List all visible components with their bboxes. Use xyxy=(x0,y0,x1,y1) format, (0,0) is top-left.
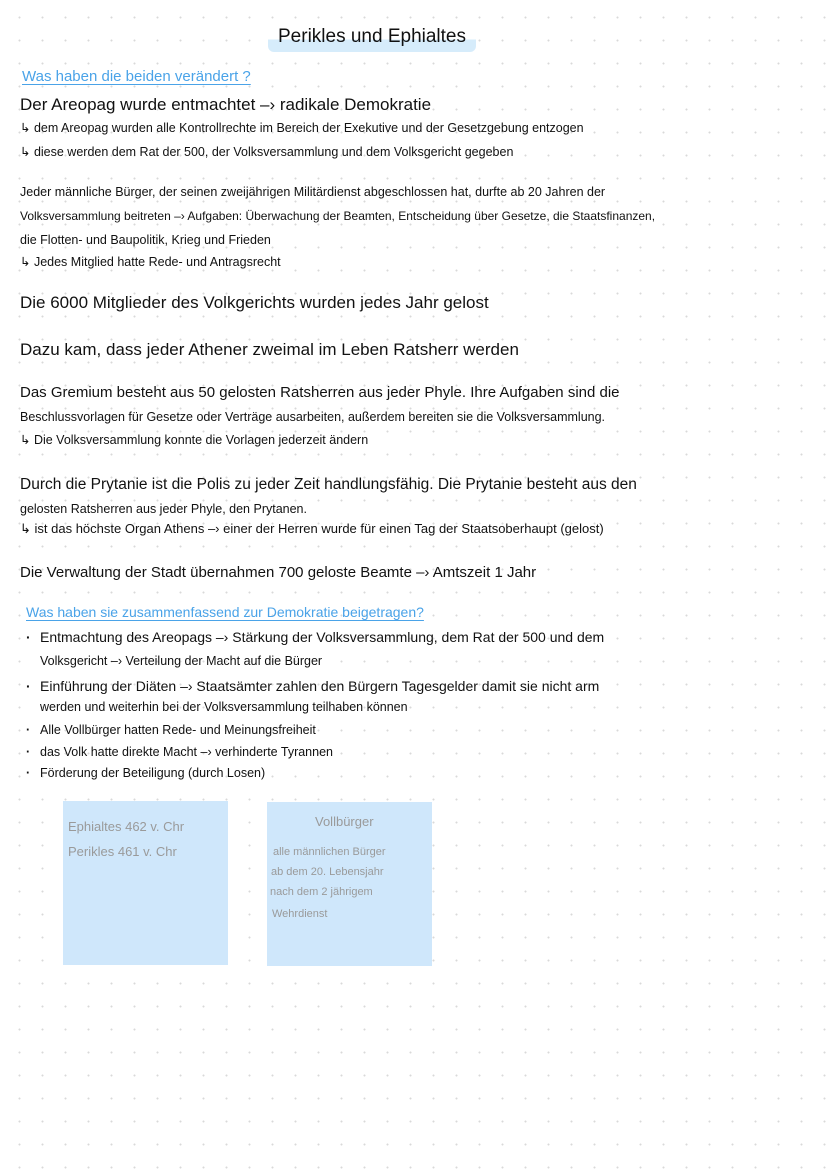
note-line: nach dem 2 jährigem xyxy=(270,886,373,898)
page-title: Perikles und Ephialtes xyxy=(268,24,476,52)
text-line: ↳ Jedes Mitglied hatte Rede- und Antragsrecht xyxy=(20,255,281,269)
text-line: Das Gremium besteht aus 50 gelosten Ratsherren aus jeder Phyle. Ihre Aufgaben sind die xyxy=(20,384,620,401)
text-line: Die Verwaltung der Stadt übernahmen 700 geloste Beamte –› Amtszeit 1 Jahr xyxy=(20,564,537,581)
note-line: ab dem 20. Lebensjahr xyxy=(271,866,384,878)
note-line: Perikles 461 v. Chr xyxy=(68,844,177,859)
sticky-note-dates xyxy=(63,801,228,965)
section-heading-changes: Was haben die beiden verändert ? xyxy=(22,68,251,85)
bullet-item-continued: werden und weiterhin bei der Volksversammlung teilhaben können xyxy=(40,700,408,714)
note-line: Wehrdienst xyxy=(272,908,328,920)
note-title: Vollbürger xyxy=(315,814,374,829)
text-line: Der Areopag wurde entmachtet –› radikale Demokratie xyxy=(20,95,432,114)
bullet-item: · Alle Vollbürger hatten Rede- und Meinungsfreiheit xyxy=(40,724,316,737)
text-line: ↳ ist das höchste Organ Athens –› einer der Herren wurde für einen Tag der Staatsoberhaupt (gelost) xyxy=(20,521,604,536)
bullet-item-continued: Volksgericht –› Verteilung der Macht auf die Bürger xyxy=(40,654,323,668)
text-line: Jeder männliche Bürger, der seinen zweijährigen Militärdienst abgeschlossen hat, durfte ab 20 Jahren der xyxy=(20,185,606,199)
note-line: alle männlichen Bürger xyxy=(273,846,386,858)
sticky-note-vollbuerger xyxy=(267,802,432,966)
text-line: ↳ diese werden dem Rat der 500, der Volksversammlung und dem Volksgericht gegeben xyxy=(20,145,514,159)
bullet-item: · Entmachtung des Areopags –› Stärkung der Volksversammlung, dem Rat der 500 und dem xyxy=(40,630,604,644)
text-line: Beschlussvorlagen für Gesetze oder Verträge ausarbeiten, außerdem bereiten sie die Volksversammlung. xyxy=(20,410,606,424)
bullet-item: · das Volk hatte direkte Macht –› verhinderte Tyrannen xyxy=(40,746,333,759)
text-line: Dazu kam, dass jeder Athener zweimal im Leben Ratsherr werden xyxy=(20,340,519,359)
text-line: Die 6000 Mitglieder des Volkgerichts wurden jedes Jahr gelost xyxy=(20,293,489,312)
text-line: ↳ dem Areopag wurden alle Kontrollrechte im Bereich der Exekutive und der Gesetzgebung entzogen xyxy=(20,121,584,135)
text-line: gelosten Ratsherren aus jeder Phyle, den Prytanen. xyxy=(20,502,307,516)
note-line: Ephialtes 462 v. Chr xyxy=(68,819,185,834)
bullet-item: · Einführung der Diäten –› Staatsämter zahlen den Bürgern Tagesgelder damit sie nicht arm xyxy=(40,679,599,693)
section-heading-summary: Was haben sie zusammenfassend zur Demokratie beigetragen? xyxy=(26,604,424,620)
text-line: die Flotten- und Baupolitik, Krieg und Frieden xyxy=(20,233,271,247)
bullet-item: · Förderung der Beteiligung (durch Losen) xyxy=(40,767,265,780)
text-line: Durch die Prytanie ist die Polis zu jeder Zeit handlungsfähig. Die Prytanie besteht aus den xyxy=(20,476,637,493)
text-line: Volksversammlung beitreten –› Aufgaben: Überwachung der Beamten, Entscheidung über Gesetze, die Staatsfinanzen, xyxy=(20,209,656,223)
text-line: ↳ Die Volksversammlung konnte die Vorlagen jederzeit ändern xyxy=(20,433,369,447)
